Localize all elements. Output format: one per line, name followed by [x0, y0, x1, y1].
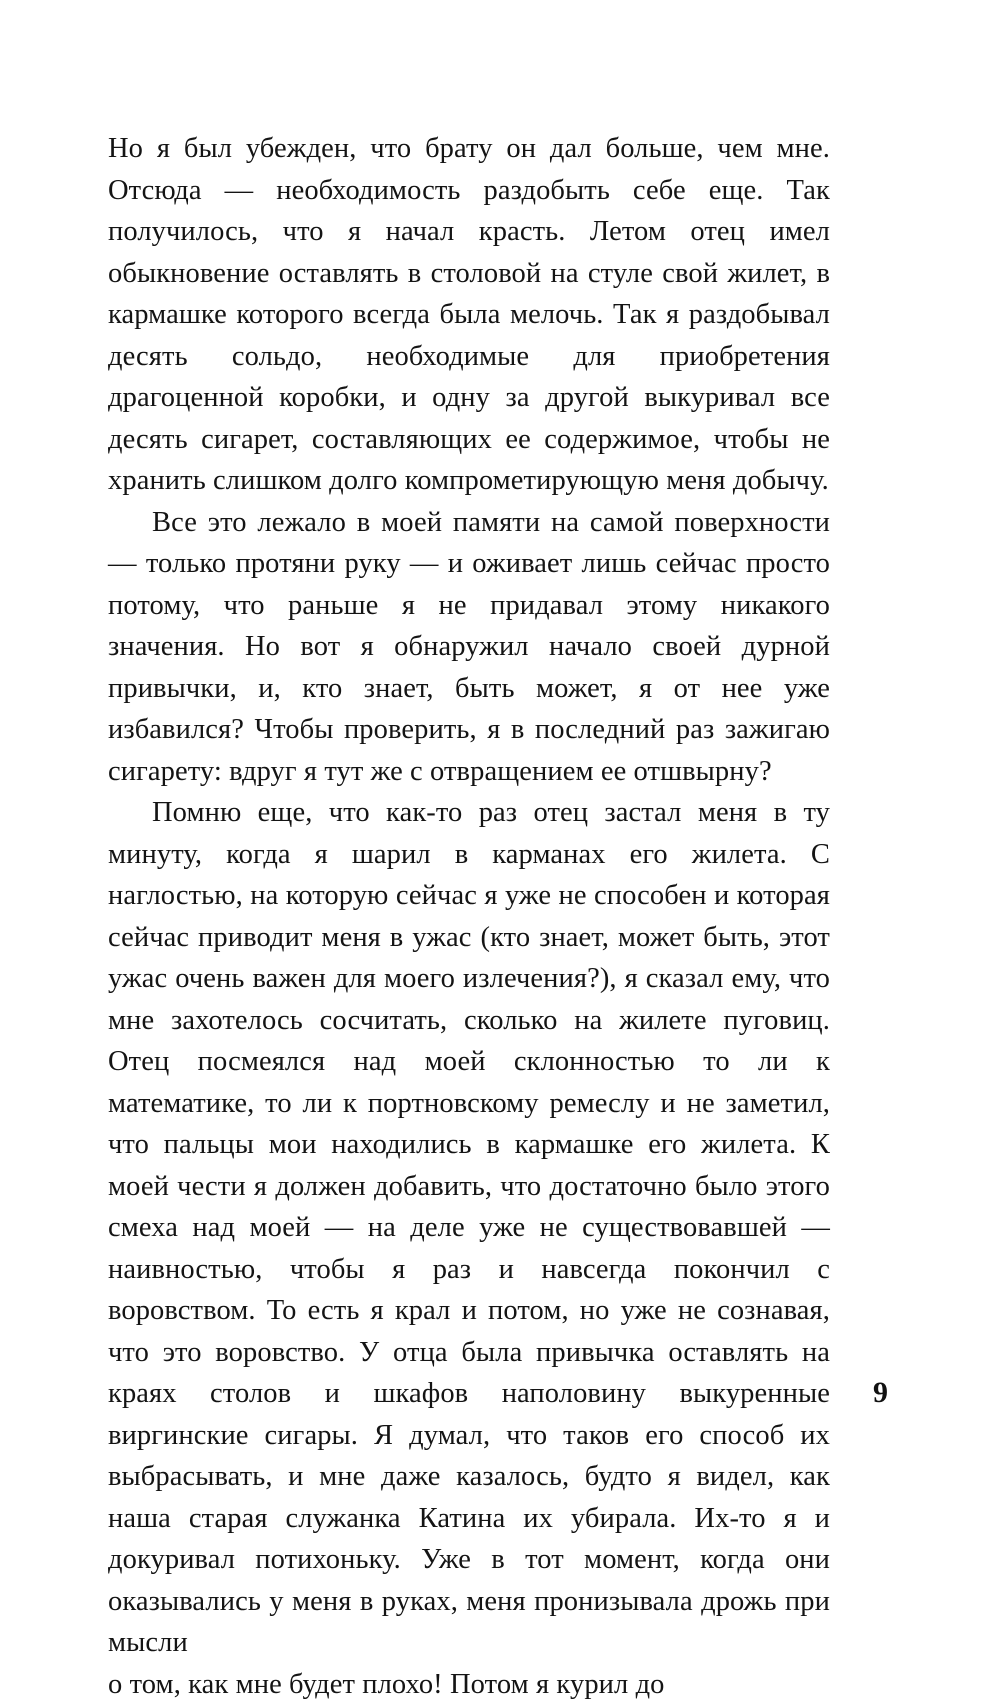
paragraph: Помню еще, что как-то раз отец застал меня в ту минуту, когда я шарил в карманах его жилета. С наглостью, на которую сейчас я уже не способен и которая сейчас приводит меня в ужас (кто знает, может быть, этот ужас очень важен для моего излечения?), я сказал ему, что мне захотелось сосчитать, сколько на жилете пуговиц. Отец посмеялся над моей склонностью то ли к математике, то ли к портновскому ремеслу и не заметил, что пальцы мои находились в кармашке его жилета. К моей чести я должен добавить, что достаточно было этого смеха над моей — на деле уже не существовавшей — наивностью, чтобы я раз и навсегда покончил с воровством. То есть я крал и потом, но уже не сознавая, что это воровство. У отца была привычка оставлять на краях столов и шкафов наполовину выкуренные виргинские сигары. Я думал, что таков его способ их выбрасывать, и мне даже казалось, будто я видел, как наша старая служанка Катина их убирала. Их-то я и докуривал потихоньку. Уже в тот момент, когда они оказывались у меня в руках, меня пронизывала дрожь при мысли: [108, 792, 830, 1664]
paragraph: Но я был убежден, что брату он дал больше, чем мне. Отсюда — необходимость раздобыть себе еще. Так получилось, что я начал красть. Летом отец имел обыкновение оставлять в столовой на стуле свой жилет, в кармашке которого всегда была мелочь. Так я раздобывал десять сольдо, необходимые для приобретения драгоценной коробки, и одну за другой выкуривал все десять сигарет, составляющих ее содержимое, чтобы не хранить слишком долго компрометирующую меня добычу.: [108, 128, 830, 502]
paragraph: о том, как мне будет плохо! Потом я курил до: [108, 1664, 830, 1705]
page-text-column: [108, 128, 830, 1705]
paragraph: Все это лежало в моей памяти на самой поверхности — только протяни руку — и оживает лишь сейчас просто потому, что раньше я не придавал этому никакого значения. Но вот я обнаружил начало своей дурной привычки, и, кто знает, быть может, я от нее уже избавился? Чтобы проверить, я в последний раз зажигаю сигарету: вдруг я тут же с отвращением ее отшвырну?: [108, 502, 830, 793]
page-number: 9: [873, 1376, 888, 1410]
